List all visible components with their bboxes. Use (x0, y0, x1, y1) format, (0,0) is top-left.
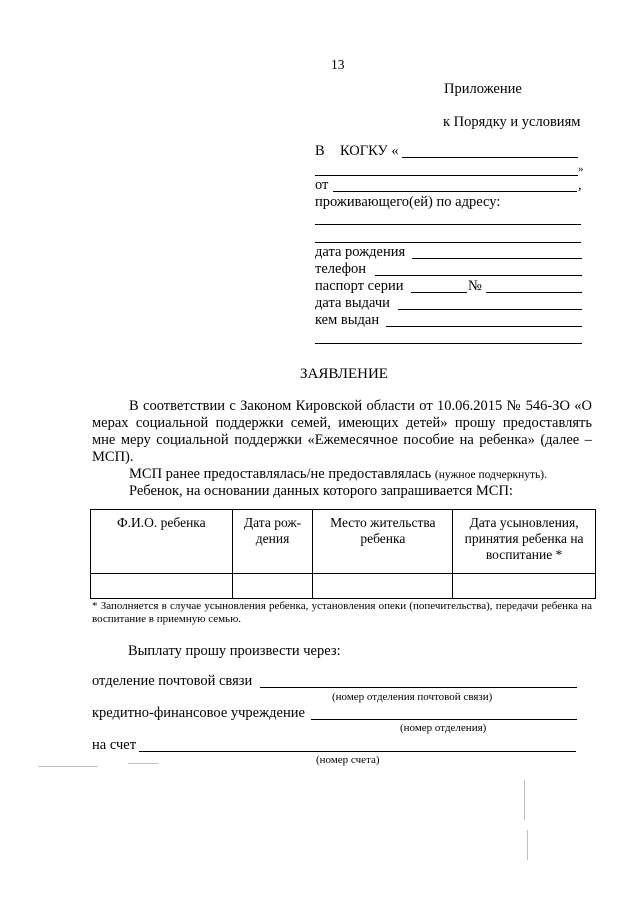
issue-date-label: дата выдачи (315, 295, 390, 311)
issue-date-line[interactable] (398, 309, 582, 310)
issued-by-line[interactable] (386, 326, 582, 327)
appendix-reference: к Порядку и условиям (443, 114, 581, 130)
page-number: 13 (331, 57, 345, 72)
previous-msp-text: МСП ранее предоставлялась/не предоставлялась (129, 466, 432, 482)
address-line-2[interactable] (315, 242, 581, 243)
appendix-title: Приложение (444, 81, 522, 97)
payment-intro: Выплату прошу произвести через: (128, 643, 341, 659)
account-label: на счет (92, 737, 137, 753)
addressee-org: КОГКУ « (340, 143, 399, 159)
phone-label: телефон (315, 261, 367, 277)
bank-hint: (номер отделения) (400, 722, 487, 734)
org-name-line-2[interactable] (315, 175, 578, 176)
header-adoption-date: Дата усыновления, принятия ребенка на воспитание * (453, 510, 596, 574)
scan-artifact (128, 763, 158, 764)
residing-label: проживающего(ей) по адресу: (315, 194, 501, 210)
footnote: * Заполняется в случае усыновления ребенка, установления опеки (попечительства), передачи ребенка на воспитание в приемную семью. (92, 600, 592, 625)
birth-date-label: дата рождения (315, 244, 406, 260)
scan-artifact (527, 830, 528, 860)
quote-close: » (578, 163, 584, 175)
bank-label: кредитно-финансовое учреждение (92, 705, 305, 721)
birth-date-line[interactable] (412, 258, 582, 259)
passport-series-line[interactable] (411, 292, 467, 293)
passport-series-label: паспорт серии (315, 278, 404, 294)
issued-by-line-2[interactable] (315, 343, 582, 344)
org-name-line[interactable] (402, 157, 578, 158)
table-row (91, 574, 596, 599)
post-office-hint: (номер отделения почтовой связи) (332, 691, 493, 703)
cell-residence[interactable] (313, 574, 453, 599)
from-comma: , (578, 177, 582, 193)
passport-number-sign: № (468, 278, 482, 294)
from-label: от (315, 177, 329, 193)
underline-note: (нужное подчеркнуть). (434, 469, 547, 481)
address-line-1[interactable] (315, 224, 581, 225)
children-table (90, 509, 596, 599)
paragraph-child: Ребенок, на основании данных которого запрашивается МСП: (129, 483, 513, 499)
cell-adoption-date[interactable] (453, 574, 596, 599)
issued-by-label: кем выдан (315, 312, 380, 328)
scan-artifact (38, 766, 98, 767)
header-child-name: Ф.И.О. ребенка (91, 510, 233, 574)
table-header-row (91, 510, 596, 574)
post-office-label: отделение почтовой связи (92, 673, 253, 689)
paragraph-previous-msp (92, 466, 592, 484)
cell-child-name[interactable] (91, 574, 233, 599)
phone-line[interactable] (375, 275, 582, 276)
paragraph-law: В соответствии с Законом Кировской области от 10.06.2015 № 546-ЗО «О мерах социальной поддержки семей, имеющих детей» прошу предоставлять мне меру социальной поддержки «Ежемесячное пособие на ребенка» (далее – МСП). (92, 398, 592, 465)
account-hint: (номер счета) (316, 754, 380, 766)
document-title: ЗАЯВЛЕНИЕ (300, 366, 388, 382)
account-line[interactable] (139, 751, 576, 752)
applicant-name-line[interactable] (333, 191, 577, 192)
header-residence: Место жительства ребенка (313, 510, 453, 574)
bank-line[interactable] (311, 719, 577, 720)
header-birth-date: Дата рож-дения (232, 510, 313, 574)
post-office-line[interactable] (260, 687, 577, 688)
addressee-prefix: В (315, 143, 325, 159)
cell-birth-date[interactable] (232, 574, 313, 599)
passport-number-line[interactable] (486, 292, 582, 293)
scan-artifact (524, 780, 525, 820)
